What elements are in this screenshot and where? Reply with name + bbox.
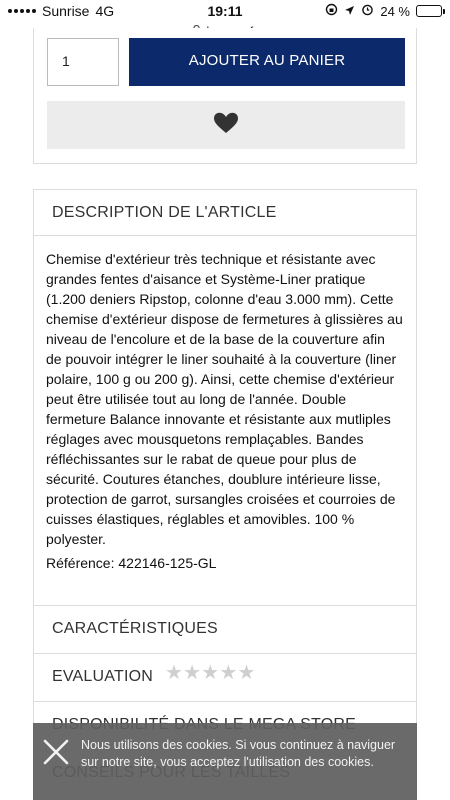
wishlist-button[interactable] xyxy=(47,101,405,149)
characteristics-label: CARACTÉRISTIQUES xyxy=(52,620,218,637)
add-to-cart-panel xyxy=(33,28,417,164)
close-icon[interactable] xyxy=(43,739,69,765)
add-to-cart-button[interactable]: AJOUTER AU PANIER xyxy=(129,38,405,86)
evaluation-label: EVALUATION xyxy=(52,668,153,685)
description-text: Chemise d'extérieur très technique et résistante avec grandes fentes d'aisance et Système-Liner pratique (1.200 deniers Ripstop, colonne d'eau 3.000 mm). Cette chemise d'extérieur dispose de fermetures à glissières au niveau de l'encolure et de la base de la couverture afin de pouvoir intégrer le liner souhaité à la couverture (liner polaire, 100 g ou 200 g). Ainsi, cette chemise d'extérieur peut être utilisée tout au long de l'année. Double fermeture Balance innovante et résistante aux mutliples réglages avec mousquetons remplaçables. Bandes réfléchissantes sur le rabat de queue pour plus de sécurité. Coutures étanches, doublure intérieure lisse, protection de garrot, sursangles croisées et courroies de cuisses élastiques, réglables et amovibles. 100 % polyester. xyxy=(46,251,403,547)
star-icon: ★ xyxy=(219,662,238,684)
location-icon xyxy=(344,4,355,19)
characteristics-header[interactable] xyxy=(34,606,416,654)
quantity-input[interactable]: 1 xyxy=(47,38,119,86)
product-reference: Référence: 422146-125-GL xyxy=(46,555,217,571)
signal-strength-icon xyxy=(8,9,36,13)
alarm-icon xyxy=(361,3,374,19)
cookie-banner xyxy=(33,723,417,800)
product-info-accordion xyxy=(33,189,417,800)
star-icon: ★ xyxy=(183,662,202,684)
rating-stars xyxy=(164,662,256,684)
clock: 19:11 xyxy=(207,3,243,19)
evaluation-header[interactable] xyxy=(34,654,416,702)
carrier-name: Sunrise xyxy=(42,3,90,19)
heart-icon xyxy=(213,112,239,139)
battery-icon xyxy=(416,5,442,17)
star-icon: ★ xyxy=(164,662,184,684)
status-right xyxy=(325,3,442,19)
description-body xyxy=(34,236,416,606)
network-type: 4G xyxy=(95,3,115,19)
cookie-message: Nous utilisons des cookies. Si vous continuez à naviguer sur notre site, vous acceptez l'utilisation des cookies. xyxy=(81,738,396,769)
star-icon: ★ xyxy=(201,662,220,684)
battery-percent: 24 % xyxy=(380,3,410,19)
description-header[interactable]: DESCRIPTION DE L'ARTICLE xyxy=(34,190,416,236)
status-left xyxy=(8,3,114,19)
orientation-lock-icon xyxy=(325,3,338,19)
star-icon: ★ xyxy=(237,662,256,684)
status-bar xyxy=(0,0,450,22)
